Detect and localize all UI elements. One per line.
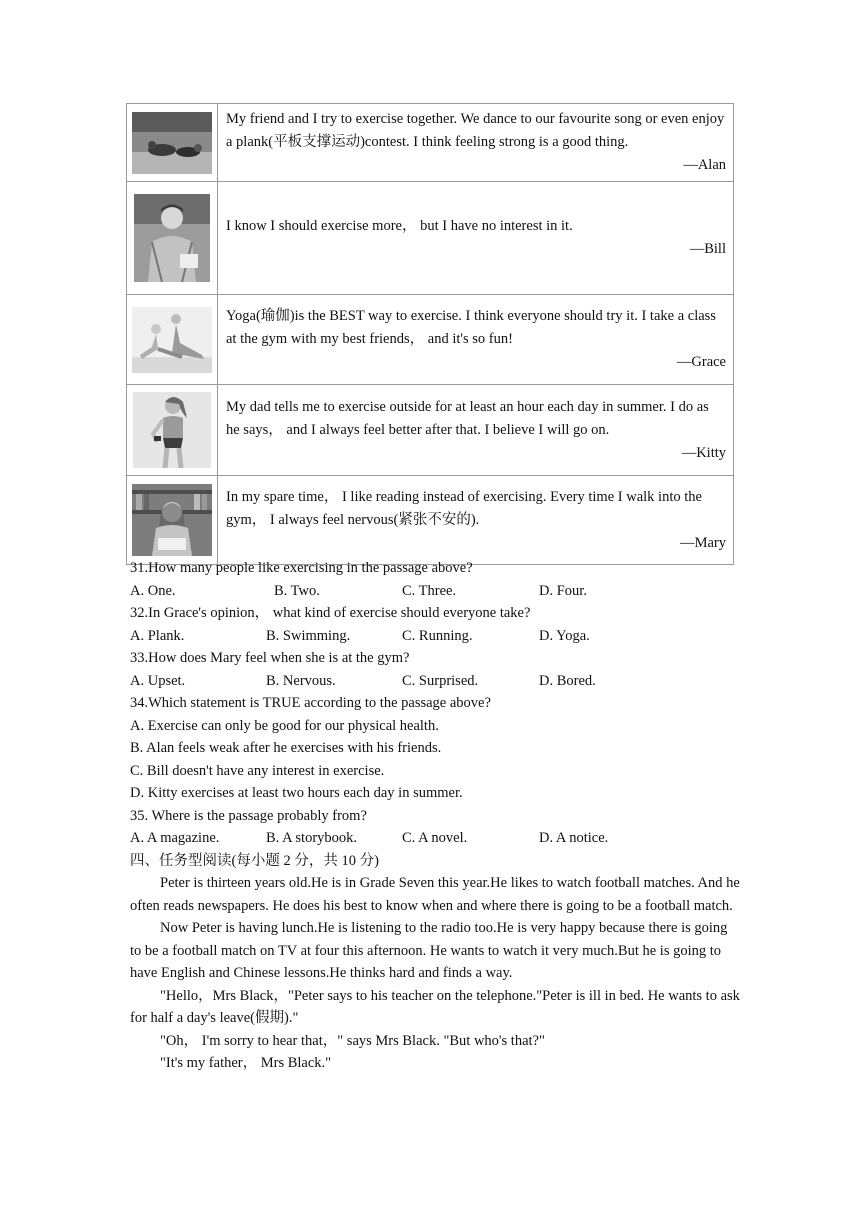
student-with-books-photo: [134, 194, 210, 282]
testimonial-text: In my spare time， I like reading instead of exercising. Every time I walk into the gym， I always feel nervous(紧张不安的).: [226, 488, 702, 528]
girl-reading-photo: [132, 484, 212, 556]
table-row: [127, 385, 734, 476]
testimonial-text: My friend and I try to exercise together. We dance to our favourite song or even enjoy a plank(平板支撑运动)contest. I think feeling strong is a good thing.: [226, 111, 725, 150]
option-d[interactable]: D. Yoga.: [539, 627, 590, 644]
testimonial-author: —Bill: [689, 241, 726, 257]
option-c[interactable]: C. A novel.: [402, 830, 468, 846]
question-options: [130, 625, 740, 648]
option-c[interactable]: C. Running.: [402, 627, 473, 644]
passage-paragraph: "Hello，Mrs Black，"Peter says to his teacher on the telephone."Peter is ill in bed. He wants to ask for half a day's leave(假期).": [130, 987, 740, 1026]
testimonial-text: Yoga(瑜伽)is the BEST way to exercise. I think everyone should try it. I take a class at the gym with my best friends， and it's so fun!: [226, 308, 716, 347]
option-b[interactable]: B. Swimming.: [266, 627, 351, 644]
question-options: [130, 827, 740, 850]
section-heading: 四、任务型阅读(每小题 2 分，共 10 分): [130, 852, 379, 869]
option-a[interactable]: A. One.: [130, 582, 176, 599]
question-stem: 31.How many people like exercising in the passage above?: [130, 560, 473, 576]
testimonial-author: —Grace: [676, 354, 726, 370]
testimonial-author: —Alan: [683, 157, 726, 173]
passage-paragraph: "Oh， I'm sorry to hear that，" says Mrs Black. "But who's that?": [160, 1032, 545, 1049]
yoga-stretch-photo: [132, 307, 212, 373]
testimonial-text: My dad tells me to exercise outside for at least an hour each day in summer. I do as he says， and I always feel better after that. I believe I will go on.: [226, 398, 709, 438]
option-a[interactable]: A. Exercise can only be good for our physical health.: [130, 717, 439, 734]
option-a[interactable]: A. Plank.: [130, 627, 185, 644]
question-stem: 32.In Grace's opinion， what kind of exercise should everyone take?: [130, 605, 531, 621]
question-options: [130, 670, 740, 693]
option-d[interactable]: D. Bored.: [539, 672, 596, 689]
option-c[interactable]: C. Three.: [402, 582, 457, 599]
table-row: [127, 476, 734, 565]
passage-paragraph: Peter is thirteen years old.He is in Grade Seven this year.He likes to watch football matches. And he often reads newspapers. He does his best to know when and where there is going to be a football match.: [130, 875, 740, 914]
passage-paragraph: "It's my father， Mrs Black.": [160, 1055, 332, 1071]
option-c[interactable]: C. Bill doesn't have any interest in exercise.: [130, 762, 385, 779]
testimonial-text: I know I should exercise more， but I have no interest in it.: [226, 218, 573, 234]
option-d[interactable]: D. Four.: [539, 582, 587, 599]
people-exercising-photo: [132, 112, 212, 174]
option-d[interactable]: D. Kitty exercises at least two hours each day in summer.: [130, 785, 463, 801]
option-d[interactable]: D. A notice.: [539, 830, 609, 846]
questions-block: [130, 557, 740, 1075]
passage-paragraph: Now Peter is having lunch.He is listening to the radio too.He is very happy because there is going to be a football match on TV at four this afternoon. He wants to watch it very much.But he is going to have English and Chinese lessons.He thinks hard and finds a way.: [130, 920, 728, 981]
table-row: [127, 104, 734, 182]
option-b[interactable]: B. Alan feels weak after he exercises with his friends.: [130, 740, 442, 756]
option-a[interactable]: A. Upset.: [130, 672, 186, 689]
table-row: [127, 295, 734, 385]
option-b[interactable]: B. A storybook.: [266, 830, 358, 846]
question-options: [130, 580, 740, 603]
question-stem: 35. Where is the passage probably from?: [130, 807, 367, 824]
table-row: [127, 182, 734, 295]
option-a[interactable]: A. A magazine.: [130, 830, 220, 846]
testimonial-author: —Kitty: [681, 444, 726, 461]
testimonial-table: [126, 103, 734, 565]
testimonial-author: —Mary: [680, 534, 726, 551]
option-c[interactable]: C. Surprised.: [402, 672, 479, 689]
question-stem: 34.Which statement is TRUE according to the passage above?: [130, 695, 491, 711]
option-b[interactable]: B. Two.: [274, 582, 320, 599]
girl-running-photo: [133, 392, 211, 468]
option-b[interactable]: B. Nervous.: [266, 672, 336, 689]
question-stem: 33.How does Mary feel when she is at the gym?: [130, 650, 410, 666]
